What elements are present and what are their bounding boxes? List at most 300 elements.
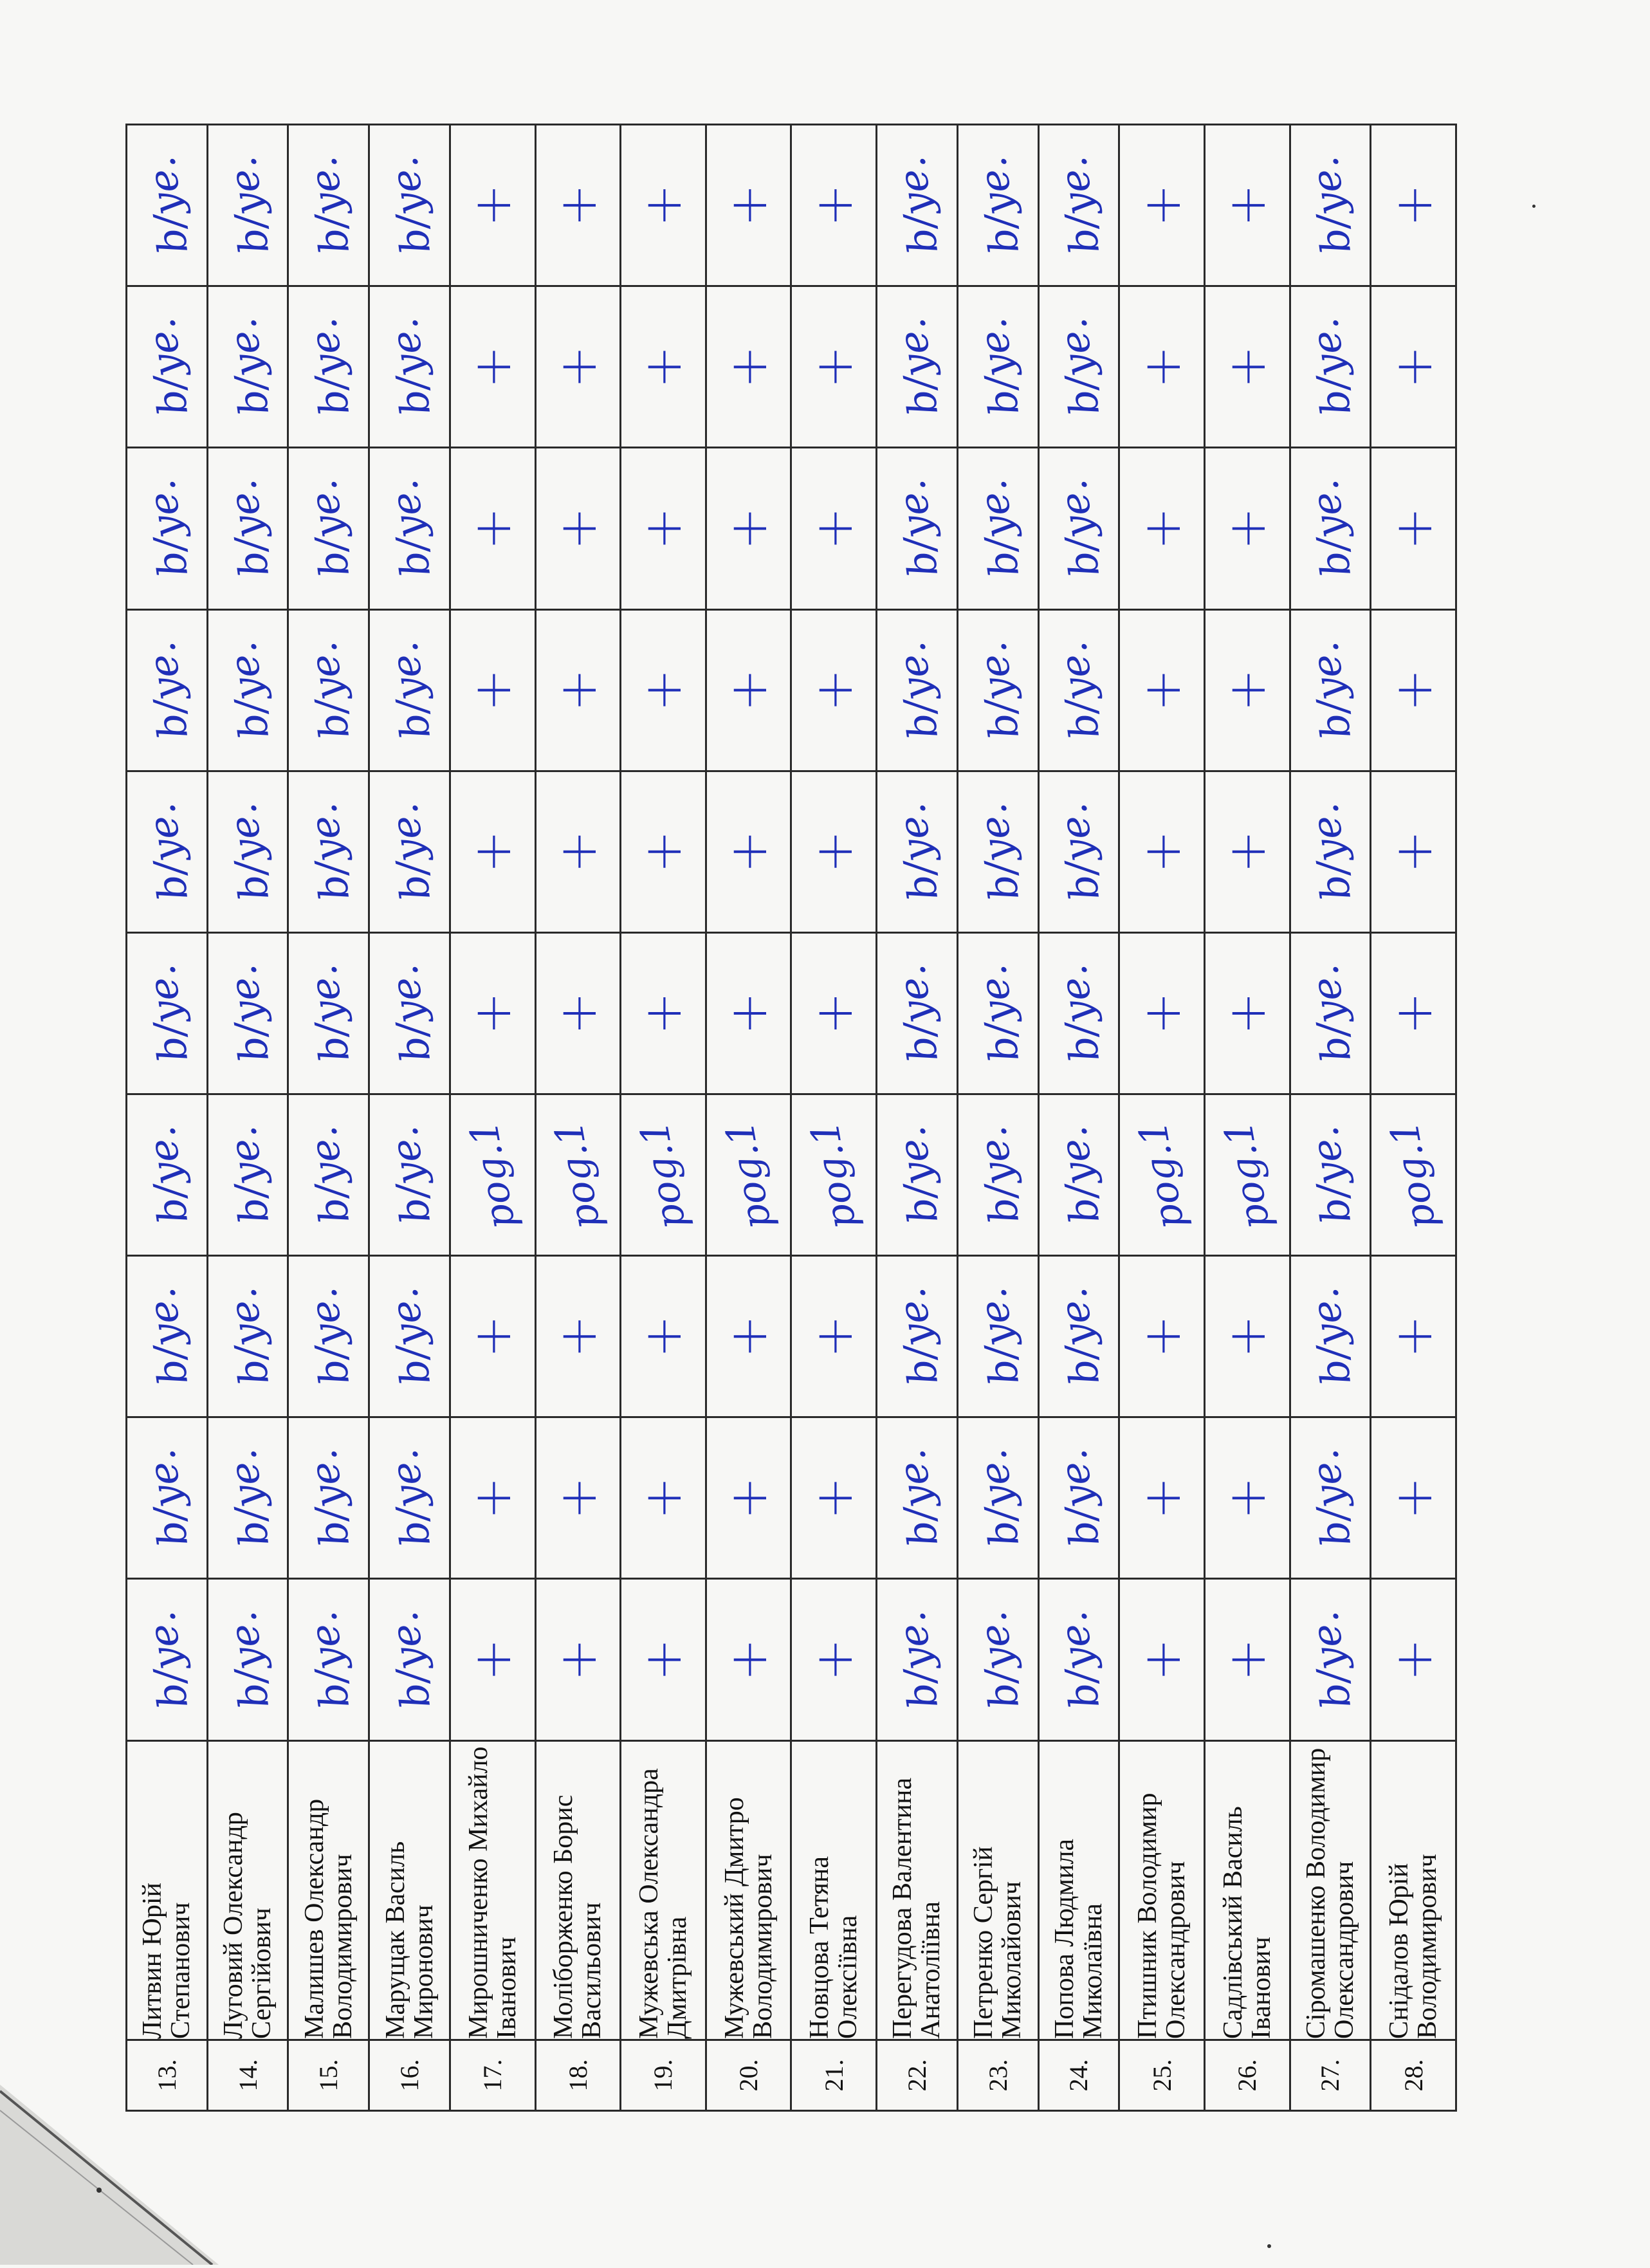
absent-mark: b/ye. bbox=[967, 800, 1028, 904]
vote-cell bbox=[1119, 448, 1205, 609]
table-row bbox=[1038, 125, 1119, 2111]
vote-cell bbox=[127, 771, 208, 932]
absent-mark: b/ye. bbox=[967, 315, 1028, 419]
vote-note-mark: pog.1 bbox=[461, 1117, 524, 1233]
absent-mark: b/ye. bbox=[217, 638, 278, 742]
vote-cell bbox=[369, 125, 450, 286]
vote-cell bbox=[207, 448, 288, 609]
roll-call-table bbox=[125, 124, 1457, 2112]
vote-cell bbox=[877, 448, 958, 609]
vote-cell bbox=[877, 932, 958, 1094]
absent-mark: b/ye. bbox=[1300, 638, 1361, 742]
vote-for-mark: + bbox=[1132, 668, 1192, 712]
vote-for-mark: + bbox=[463, 1314, 523, 1358]
absent-mark: b/ye. bbox=[886, 1123, 948, 1227]
vote-cell bbox=[621, 1256, 706, 1417]
member-name: Новцова Тетяна Олексіївна bbox=[791, 1740, 877, 2040]
row-number: 21. bbox=[791, 2040, 877, 2110]
vote-cell bbox=[127, 932, 208, 1094]
vote-for-mark: + bbox=[547, 1476, 608, 1520]
member-name: Марущак Василь Миронович bbox=[369, 1740, 450, 2040]
vote-cell bbox=[450, 1094, 535, 1256]
absent-mark: b/ye. bbox=[1300, 961, 1361, 1065]
vote-cell bbox=[1371, 1256, 1456, 1417]
absent-mark: b/ye. bbox=[379, 1123, 440, 1227]
vote-cell bbox=[877, 286, 958, 448]
absent-mark: b/ye. bbox=[1300, 800, 1361, 904]
absent-mark: b/ye. bbox=[298, 800, 359, 904]
vote-cell bbox=[877, 1256, 958, 1417]
vote-cell bbox=[957, 125, 1038, 286]
vote-for-mark: + bbox=[719, 1476, 779, 1520]
absent-mark: b/ye. bbox=[967, 638, 1028, 742]
absent-mark: b/ye. bbox=[298, 153, 359, 257]
absent-mark: b/ye. bbox=[1300, 1608, 1361, 1711]
vote-cell bbox=[535, 932, 621, 1094]
vote-for-mark: + bbox=[803, 830, 864, 874]
vote-cell bbox=[369, 771, 450, 932]
absent-mark: b/ye. bbox=[217, 1123, 278, 1227]
vote-for-mark: + bbox=[803, 668, 864, 712]
vote-for-mark: + bbox=[803, 1476, 864, 1520]
vote-cell bbox=[706, 1094, 791, 1256]
member-name: Садлівський Василь Іванович bbox=[1204, 1740, 1290, 2040]
absent-mark: b/ye. bbox=[886, 1284, 948, 1388]
vote-for-mark: + bbox=[1217, 345, 1278, 389]
absent-mark: b/ye. bbox=[379, 153, 440, 257]
absent-mark: b/ye. bbox=[298, 1446, 359, 1550]
vote-cell bbox=[207, 1094, 288, 1256]
member-name: Попова Людмила Миколаївна bbox=[1038, 1740, 1119, 2040]
absent-mark: b/ye. bbox=[1049, 315, 1109, 419]
vote-cell bbox=[706, 609, 791, 771]
rotated-table-wrapper bbox=[125, 124, 1457, 2112]
vote-cell bbox=[1371, 771, 1456, 932]
vote-cell bbox=[1038, 286, 1119, 448]
vote-cell bbox=[1038, 932, 1119, 1094]
vote-for-mark: + bbox=[633, 668, 693, 712]
absent-mark: b/ye. bbox=[217, 315, 278, 419]
absent-mark: b/ye. bbox=[298, 1123, 359, 1227]
vote-cell bbox=[288, 771, 369, 932]
vote-cell bbox=[706, 448, 791, 609]
vote-for-mark: + bbox=[633, 830, 693, 874]
speck bbox=[96, 2188, 102, 2193]
row-number: 15. bbox=[288, 2040, 369, 2110]
row-number: 25. bbox=[1119, 2040, 1205, 2110]
absent-mark: b/ye. bbox=[1300, 1284, 1361, 1388]
vote-cell bbox=[706, 1256, 791, 1417]
absent-mark: b/ye. bbox=[217, 1446, 278, 1550]
vote-for-mark: + bbox=[633, 345, 693, 389]
absent-mark: b/ye. bbox=[886, 1608, 948, 1711]
vote-cell bbox=[450, 932, 535, 1094]
absent-mark: b/ye. bbox=[217, 153, 278, 257]
absent-mark: b/ye. bbox=[1049, 1123, 1109, 1227]
speck bbox=[1267, 2244, 1271, 2248]
vote-cell bbox=[369, 1579, 450, 1740]
vote-cell bbox=[1204, 1579, 1290, 1740]
vote-for-mark: + bbox=[719, 1314, 779, 1358]
row-number: 26. bbox=[1204, 2040, 1290, 2110]
vote-cell bbox=[1038, 771, 1119, 932]
vote-cell bbox=[791, 1094, 877, 1256]
absent-mark: b/ye. bbox=[967, 1284, 1028, 1388]
vote-for-mark: + bbox=[1132, 1476, 1192, 1520]
vote-cell bbox=[621, 1417, 706, 1579]
vote-cell bbox=[791, 1417, 877, 1579]
vote-cell bbox=[957, 286, 1038, 448]
absent-mark: b/ye. bbox=[298, 961, 359, 1065]
row-number: 24. bbox=[1038, 2040, 1119, 2110]
vote-cell bbox=[791, 1579, 877, 1740]
vote-cell bbox=[621, 1579, 706, 1740]
speck bbox=[1532, 205, 1535, 208]
vote-cell bbox=[369, 448, 450, 609]
vote-for-mark: + bbox=[463, 991, 523, 1035]
absent-mark: b/ye. bbox=[886, 961, 948, 1065]
member-name: Моліборженко Борис Васильович bbox=[535, 1740, 621, 2040]
member-name: Снідалов Юрій Володимирович bbox=[1371, 1740, 1456, 2040]
vote-cell bbox=[1038, 1579, 1119, 1740]
vote-cell bbox=[1119, 771, 1205, 932]
absent-mark: b/ye. bbox=[886, 315, 948, 419]
vote-cell bbox=[706, 1579, 791, 1740]
absent-mark: b/ye. bbox=[886, 638, 948, 742]
vote-for-mark: + bbox=[1383, 183, 1444, 227]
absent-mark: b/ye. bbox=[1300, 477, 1361, 580]
table-row bbox=[127, 125, 208, 2111]
vote-for-mark: + bbox=[1383, 991, 1444, 1035]
vote-cell bbox=[791, 932, 877, 1094]
vote-for-mark: + bbox=[547, 1314, 608, 1358]
vote-note-mark: pog.1 bbox=[631, 1117, 695, 1233]
absent-mark: b/ye. bbox=[1049, 1608, 1109, 1711]
absent-mark: b/ye. bbox=[217, 961, 278, 1065]
vote-for-mark: + bbox=[463, 345, 523, 389]
vote-for-mark: + bbox=[1132, 183, 1192, 227]
vote-cell bbox=[1290, 1579, 1371, 1740]
row-number: 16. bbox=[369, 2040, 450, 2110]
vote-cell bbox=[1119, 1094, 1205, 1256]
vote-cell bbox=[1119, 932, 1205, 1094]
absent-mark: b/ye. bbox=[1300, 1446, 1361, 1550]
vote-for-mark: + bbox=[1132, 345, 1192, 389]
vote-for-mark: + bbox=[547, 668, 608, 712]
vote-cell bbox=[450, 771, 535, 932]
vote-for-mark: + bbox=[1383, 1476, 1444, 1520]
absent-mark: b/ye. bbox=[1049, 800, 1109, 904]
absent-mark: b/ye. bbox=[136, 800, 197, 904]
vote-cell bbox=[127, 1579, 208, 1740]
table-row bbox=[706, 125, 791, 2111]
vote-for-mark: + bbox=[633, 183, 693, 227]
vote-cell bbox=[450, 1579, 535, 1740]
vote-cell bbox=[621, 286, 706, 448]
absent-mark: b/ye. bbox=[217, 1608, 278, 1711]
vote-cell bbox=[450, 448, 535, 609]
vote-cell bbox=[621, 1094, 706, 1256]
vote-cell bbox=[1371, 286, 1456, 448]
vote-cell bbox=[621, 771, 706, 932]
absent-mark: b/ye. bbox=[217, 477, 278, 580]
vote-for-mark: + bbox=[633, 1314, 693, 1358]
vote-cell bbox=[877, 125, 958, 286]
member-name: Мужевський Дмитро Володимирович bbox=[706, 1740, 791, 2040]
vote-cell bbox=[791, 1256, 877, 1417]
vote-for-mark: + bbox=[1132, 991, 1192, 1035]
vote-cell bbox=[1371, 448, 1456, 609]
table-row bbox=[1204, 125, 1290, 2111]
absent-mark: b/ye. bbox=[1300, 315, 1361, 419]
vote-cell bbox=[957, 1579, 1038, 1740]
absent-mark: b/ye. bbox=[1049, 961, 1109, 1065]
absent-mark: b/ye. bbox=[136, 638, 197, 742]
vote-for-mark: + bbox=[1383, 668, 1444, 712]
member-name: Мирошниченко Михайло Іванович bbox=[450, 1740, 535, 2040]
vote-cell bbox=[1038, 1417, 1119, 1579]
vote-cell bbox=[1204, 448, 1290, 609]
vote-for-mark: + bbox=[803, 991, 864, 1035]
vote-cell bbox=[621, 609, 706, 771]
vote-cell bbox=[207, 1417, 288, 1579]
table-row bbox=[535, 125, 621, 2111]
absent-mark: b/ye. bbox=[136, 961, 197, 1065]
absent-mark: b/ye. bbox=[298, 1284, 359, 1388]
absent-mark: b/ye. bbox=[298, 315, 359, 419]
vote-cell bbox=[1038, 1256, 1119, 1417]
table-row bbox=[288, 125, 369, 2111]
vote-cell bbox=[450, 286, 535, 448]
vote-cell bbox=[288, 448, 369, 609]
vote-cell bbox=[791, 448, 877, 609]
vote-cell bbox=[207, 1579, 288, 1740]
vote-for-mark: + bbox=[547, 991, 608, 1035]
absent-mark: b/ye. bbox=[967, 153, 1028, 257]
vote-cell bbox=[791, 286, 877, 448]
vote-cell bbox=[877, 1579, 958, 1740]
vote-cell bbox=[957, 1256, 1038, 1417]
vote-cell bbox=[706, 771, 791, 932]
vote-cell bbox=[877, 1094, 958, 1256]
vote-note-mark: pog.1 bbox=[717, 1117, 780, 1233]
vote-cell bbox=[957, 1094, 1038, 1256]
absent-mark: b/ye. bbox=[379, 638, 440, 742]
vote-for-mark: + bbox=[633, 1476, 693, 1520]
vote-cell bbox=[288, 609, 369, 771]
vote-cell bbox=[127, 448, 208, 609]
vote-cell bbox=[450, 609, 535, 771]
vote-for-mark: + bbox=[1217, 1314, 1278, 1358]
vote-cell bbox=[1371, 932, 1456, 1094]
row-number: 22. bbox=[877, 2040, 958, 2110]
row-number: 20. bbox=[706, 2040, 791, 2110]
vote-cell bbox=[1371, 609, 1456, 771]
vote-note-mark: pog.1 bbox=[1215, 1117, 1279, 1233]
absent-mark: b/ye. bbox=[967, 1608, 1028, 1711]
vote-cell bbox=[1290, 125, 1371, 286]
vote-for-mark: + bbox=[463, 1476, 523, 1520]
row-number: 18. bbox=[535, 2040, 621, 2110]
vote-cell bbox=[369, 609, 450, 771]
vote-cell bbox=[706, 286, 791, 448]
vote-cell bbox=[288, 1417, 369, 1579]
vote-cell bbox=[791, 125, 877, 286]
vote-cell bbox=[535, 1417, 621, 1579]
absent-mark: b/ye. bbox=[136, 153, 197, 257]
vote-for-mark: + bbox=[547, 830, 608, 874]
vote-cell bbox=[706, 932, 791, 1094]
vote-cell bbox=[1204, 1256, 1290, 1417]
absent-mark: b/ye. bbox=[886, 1446, 948, 1550]
vote-cell bbox=[1204, 1417, 1290, 1579]
vote-for-mark: + bbox=[633, 1638, 693, 1682]
vote-cell bbox=[369, 1094, 450, 1256]
vote-for-mark: + bbox=[1383, 1314, 1444, 1358]
absent-mark: b/ye. bbox=[967, 961, 1028, 1065]
vote-cell bbox=[1290, 286, 1371, 448]
vote-cell bbox=[1371, 1417, 1456, 1579]
vote-for-mark: + bbox=[719, 506, 779, 550]
vote-for-mark: + bbox=[1217, 1638, 1278, 1682]
vote-cell bbox=[535, 448, 621, 609]
vote-cell bbox=[127, 1094, 208, 1256]
vote-for-mark: + bbox=[719, 991, 779, 1035]
row-number: 17. bbox=[450, 2040, 535, 2110]
vote-cell bbox=[288, 1256, 369, 1417]
absent-mark: b/ye. bbox=[379, 1284, 440, 1388]
table-row bbox=[450, 125, 535, 2111]
absent-mark: b/ye. bbox=[1049, 477, 1109, 580]
vote-for-mark: + bbox=[1217, 506, 1278, 550]
vote-cell bbox=[127, 286, 208, 448]
vote-cell bbox=[1038, 448, 1119, 609]
vote-for-mark: + bbox=[1383, 1638, 1444, 1682]
vote-cell bbox=[1119, 125, 1205, 286]
vote-cell bbox=[1290, 448, 1371, 609]
vote-cell bbox=[621, 932, 706, 1094]
vote-for-mark: + bbox=[803, 1314, 864, 1358]
vote-cell bbox=[957, 771, 1038, 932]
vote-cell bbox=[1038, 125, 1119, 286]
absent-mark: b/ye. bbox=[379, 315, 440, 419]
vote-for-mark: + bbox=[547, 1638, 608, 1682]
member-name: Петренко Сергій Миколайович bbox=[957, 1740, 1038, 2040]
member-name: Птишник Володимир Олександрович bbox=[1119, 1740, 1205, 2040]
vote-cell bbox=[1290, 1094, 1371, 1256]
vote-cell bbox=[621, 125, 706, 286]
absent-mark: b/ye. bbox=[1300, 1123, 1361, 1227]
vote-for-mark: + bbox=[1132, 1314, 1192, 1358]
row-number: 23. bbox=[957, 2040, 1038, 2110]
vote-for-mark: + bbox=[719, 345, 779, 389]
vote-for-mark: + bbox=[719, 668, 779, 712]
vote-cell bbox=[288, 1579, 369, 1740]
vote-cell bbox=[1204, 609, 1290, 771]
vote-for-mark: + bbox=[1132, 506, 1192, 550]
vote-for-mark: + bbox=[463, 1638, 523, 1682]
absent-mark: b/ye. bbox=[1300, 153, 1361, 257]
table-row bbox=[1371, 125, 1456, 2111]
vote-cell bbox=[706, 1417, 791, 1579]
absent-mark: b/ye. bbox=[379, 1608, 440, 1711]
table-row bbox=[791, 125, 877, 2111]
row-number: 27. bbox=[1290, 2040, 1371, 2110]
vote-cell bbox=[1290, 1417, 1371, 1579]
absent-mark: b/ye. bbox=[217, 1284, 278, 1388]
vote-cell bbox=[288, 125, 369, 286]
vote-for-mark: + bbox=[1217, 183, 1278, 227]
absent-mark: b/ye. bbox=[379, 961, 440, 1065]
vote-cell bbox=[1371, 1579, 1456, 1740]
vote-cell bbox=[535, 771, 621, 932]
absent-mark: b/ye. bbox=[298, 638, 359, 742]
absent-mark: b/ye. bbox=[217, 800, 278, 904]
row-number: 28. bbox=[1371, 2040, 1456, 2110]
absent-mark: b/ye. bbox=[967, 1446, 1028, 1550]
absent-mark: b/ye. bbox=[136, 1608, 197, 1711]
vote-for-mark: + bbox=[803, 183, 864, 227]
vote-cell bbox=[288, 286, 369, 448]
absent-mark: b/ye. bbox=[136, 1446, 197, 1550]
vote-for-mark: + bbox=[547, 506, 608, 550]
absent-mark: b/ye. bbox=[967, 477, 1028, 580]
vote-note-mark: pog.1 bbox=[1130, 1117, 1194, 1233]
vote-cell bbox=[207, 1256, 288, 1417]
vote-cell bbox=[535, 125, 621, 286]
vote-cell bbox=[288, 932, 369, 1094]
vote-for-mark: + bbox=[803, 1638, 864, 1682]
vote-for-mark: + bbox=[1132, 830, 1192, 874]
vote-for-mark: + bbox=[719, 183, 779, 227]
vote-cell bbox=[450, 1417, 535, 1579]
vote-for-mark: + bbox=[633, 506, 693, 550]
vote-cell bbox=[1371, 125, 1456, 286]
vote-cell bbox=[535, 1256, 621, 1417]
vote-cell bbox=[1119, 1417, 1205, 1579]
absent-mark: b/ye. bbox=[886, 800, 948, 904]
absent-mark: b/ye. bbox=[1049, 1284, 1109, 1388]
member-name: Перегудова Валентина Анатоліївна bbox=[877, 1740, 958, 2040]
vote-cell bbox=[957, 448, 1038, 609]
vote-cell bbox=[207, 125, 288, 286]
vote-for-mark: + bbox=[463, 183, 523, 227]
vote-cell bbox=[1290, 932, 1371, 1094]
row-number: 13. bbox=[127, 2040, 208, 2110]
absent-mark: b/ye. bbox=[379, 800, 440, 904]
vote-for-mark: + bbox=[803, 345, 864, 389]
absent-mark: b/ye. bbox=[1049, 638, 1109, 742]
vote-cell bbox=[877, 771, 958, 932]
member-name: Малишев Олександр Володимирович bbox=[288, 1740, 369, 2040]
member-name: Луговий Олександр Сергійович bbox=[207, 1740, 288, 2040]
vote-cell bbox=[621, 448, 706, 609]
vote-for-mark: + bbox=[1132, 1638, 1192, 1682]
member-name: Литвин Юрій Степанович bbox=[127, 1740, 208, 2040]
table-row bbox=[957, 125, 1038, 2111]
absent-mark: b/ye. bbox=[298, 477, 359, 580]
table-row bbox=[877, 125, 958, 2111]
vote-for-mark: + bbox=[1217, 830, 1278, 874]
vote-cell bbox=[369, 932, 450, 1094]
table-row bbox=[1119, 125, 1205, 2111]
absent-mark: b/ye. bbox=[136, 1284, 197, 1388]
vote-cell bbox=[207, 609, 288, 771]
vote-cell bbox=[450, 125, 535, 286]
table-row bbox=[1290, 125, 1371, 2111]
vote-note-mark: pog.1 bbox=[802, 1117, 866, 1233]
vote-cell bbox=[127, 609, 208, 771]
